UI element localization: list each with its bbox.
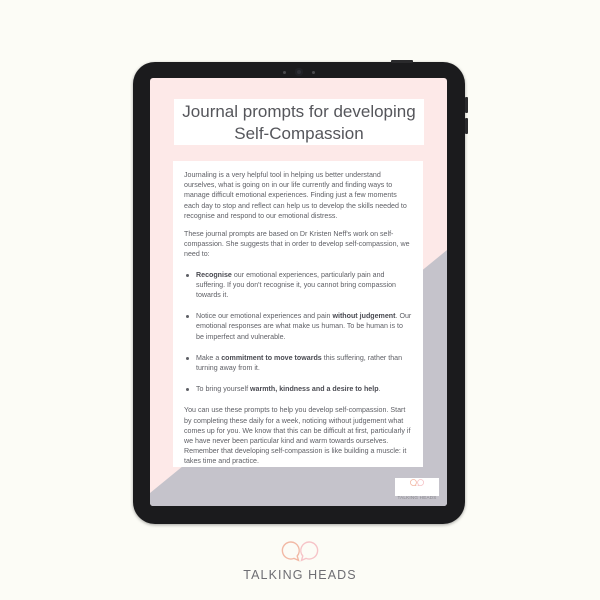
footer-brand-text: TALKING HEADS xyxy=(243,568,357,582)
list-item: Notice our emotional experiences and pain without judgement. Our emotional responses are what make us human. To be human is to be imperfect and vulnerable. xyxy=(184,311,412,342)
intro-paragraph-2: These journal prompts are based on Dr Kristen Neff's work on self-compassion. She suggests that in order to develop self-compassion, we need to: xyxy=(184,230,410,259)
camera-icon xyxy=(295,68,303,76)
speech-bubbles-icon xyxy=(410,479,424,486)
volume-down-button xyxy=(465,118,468,134)
camera-bar xyxy=(133,67,465,77)
closing-paragraph: You can use these prompts to help you develop self-compassion. Start by completing these daily for a week, noticing without judgement what comes up for you. We know that this can be difficult at first, particularly if we have never been particular kind and warm towards ourselves. Remember that developing self-compassion is like building a muscle: it takes time and practice. xyxy=(184,406,411,466)
list-item: Make a commitment to move towards this suffering, rather than turning away from it. xyxy=(184,353,412,373)
list-item: Recognise our emotional experiences, particularly pain and suffering. If you don't recognise it, you cannot bring compassion towards it. xyxy=(184,270,412,301)
tablet-screen xyxy=(150,78,447,506)
tablet-device xyxy=(133,62,465,524)
speech-bubbles-icon xyxy=(281,540,319,562)
document-title-line1: Journal prompts for developing xyxy=(182,102,416,121)
intro-paragraph: Journaling is a very helpful tool in helping us better understand ourselves, what is going on in our life currently and finding ways to manage difficult emotional experiences. Finding just a few moments each day to stop and reflect can help us to develop the skills needed to recognise and respond to our emotional distress. xyxy=(184,171,407,220)
power-button xyxy=(391,60,413,63)
volume-up-button xyxy=(465,97,468,113)
document-title-line2: Self-Compassion xyxy=(234,124,364,143)
document-body-card xyxy=(173,161,423,467)
footer-brand-logo xyxy=(0,540,600,582)
sensor-dot xyxy=(312,71,315,74)
document-title-card xyxy=(174,99,424,145)
brand-badge xyxy=(395,478,439,500)
list-item: To bring yourself warmth, kindness and a desire to help. xyxy=(184,384,412,394)
bullet-list xyxy=(184,270,412,395)
badge-brand-text: TALKING HEADS xyxy=(397,495,437,500)
sensor-dot xyxy=(283,71,286,74)
